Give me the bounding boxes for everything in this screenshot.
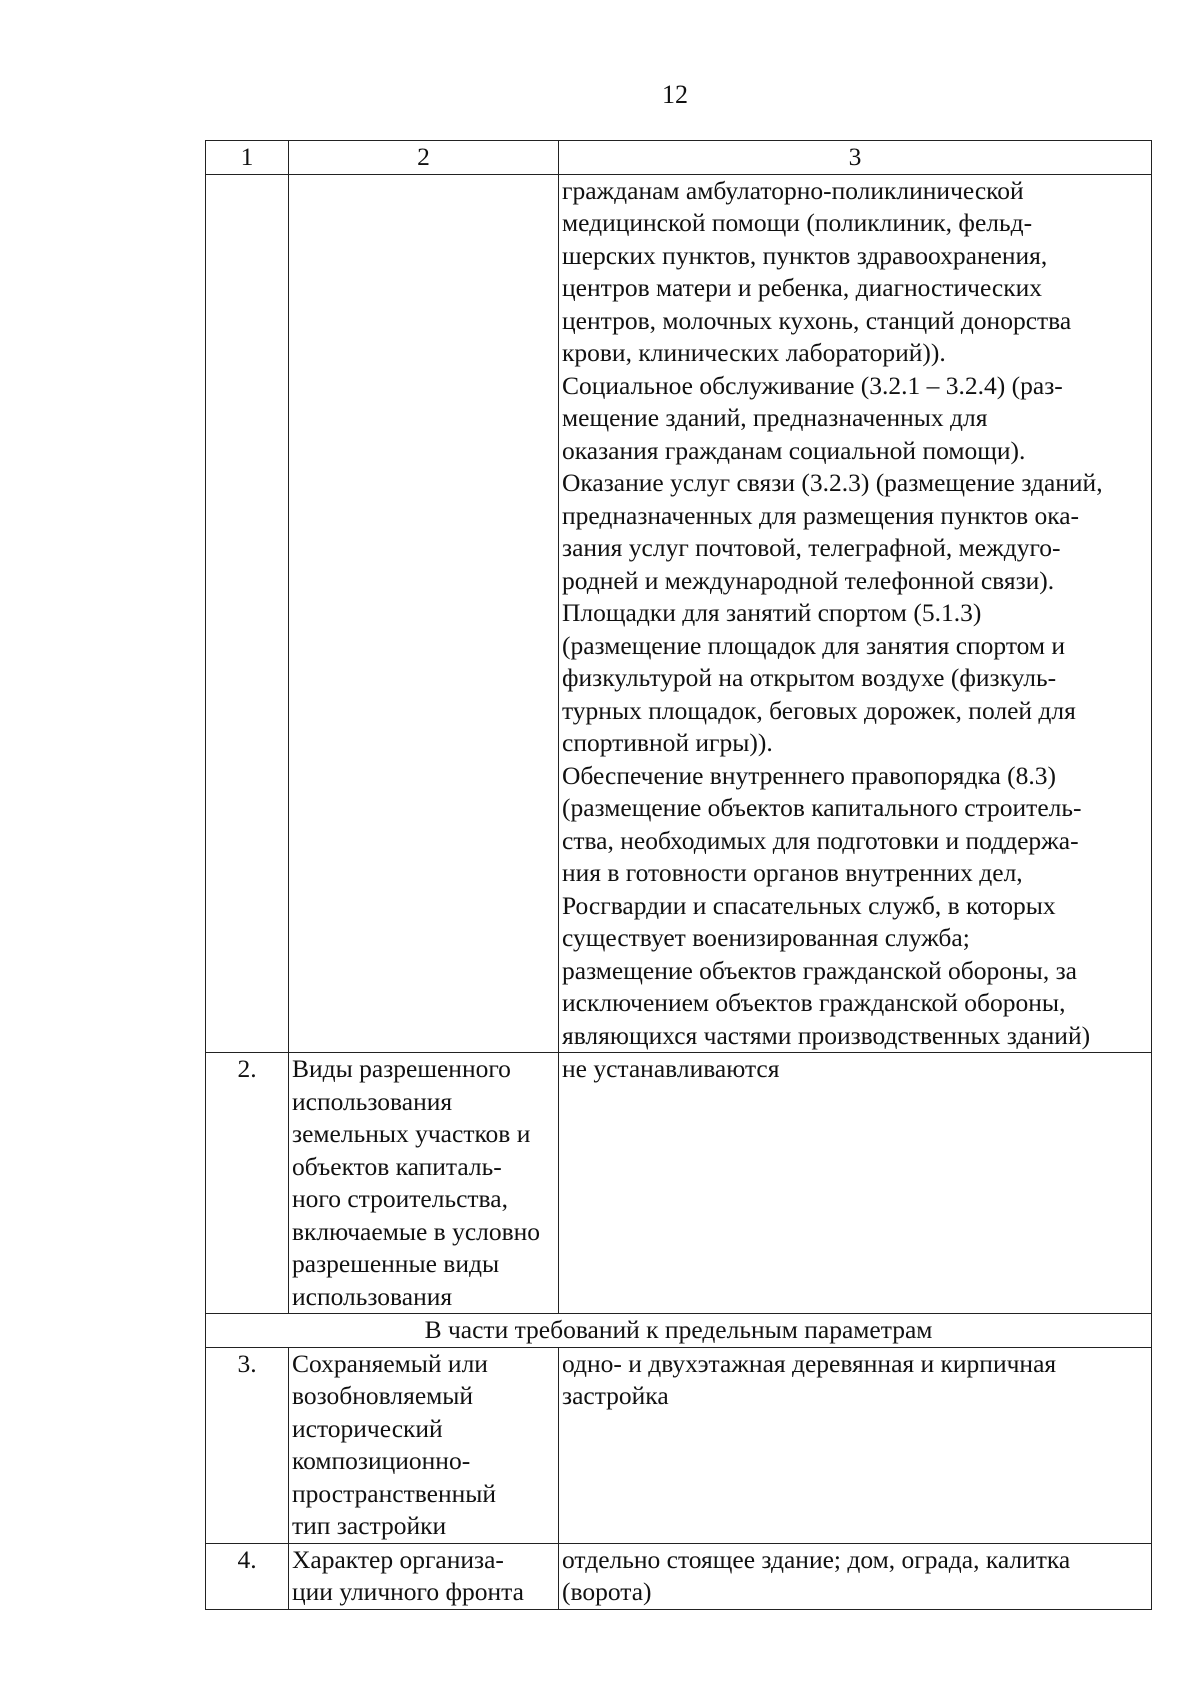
- text-line: ния в готовности органов внутренних дел,: [562, 858, 1023, 887]
- row-number: [206, 174, 289, 1053]
- text-line: Площадки для занятий спортом (5.1.3): [562, 598, 982, 627]
- text-line: разрешенные виды: [292, 1249, 500, 1278]
- column-header-2: 2: [289, 141, 559, 175]
- text-line: застройка: [562, 1381, 669, 1410]
- text-line: композиционно-: [292, 1446, 471, 1475]
- text-line: исключением объектов гражданской обороны,: [562, 988, 1066, 1017]
- text-line: медицинской помощи (поликлиник, фельд-: [562, 208, 1033, 237]
- text-line: Сохраняемый или: [292, 1348, 488, 1378]
- text-line: (размещение площадок для занятия спортом и: [562, 630, 1066, 660]
- row-content: [559, 1053, 1152, 1314]
- row-content: [559, 174, 1152, 1053]
- text-line: земельных участков и: [292, 1119, 531, 1148]
- text-line: не устанавливаются: [562, 1054, 780, 1083]
- text-line: исторический: [292, 1413, 443, 1443]
- text-line: зания услуг почтовой, телеграфной, междуго-: [562, 533, 1061, 562]
- row-number: 3.: [206, 1347, 289, 1543]
- regulations-table: [205, 140, 1152, 1610]
- row-content: [559, 1543, 1152, 1609]
- text-line: тип застройки: [292, 1511, 447, 1540]
- text-line: включаемые в условно: [292, 1216, 541, 1246]
- text-line: (ворота): [562, 1577, 652, 1606]
- text-line: гражданам амбулаторно-поликлинической: [562, 175, 1024, 205]
- text-line: являющихся частями производственных зданий): [562, 1020, 1091, 1050]
- section-title: В части требований к предельным параметрам: [206, 1314, 1152, 1348]
- row-name: [289, 1053, 559, 1314]
- text-line: возобновляемый: [292, 1381, 474, 1410]
- text-line: спортивной игры)).: [562, 728, 773, 757]
- text-line: мещение зданий, предназначенных для: [562, 403, 988, 432]
- section-row: [206, 1314, 1152, 1348]
- text-line: турных площадок, беговых дорожек, полей для: [562, 695, 1076, 725]
- text-line: Обеспечение внутреннего правопорядка (8.3): [562, 760, 1057, 790]
- text-line: размещение объектов гражданской обороны, за: [562, 955, 1077, 985]
- text-line: физкультурой на открытом воздухе (физкуль-: [562, 663, 1057, 692]
- table-row: [206, 174, 1152, 1053]
- text-line: использования: [292, 1281, 453, 1311]
- text-line: Оказание услуг связи (3.2.3) (размещение зданий,: [562, 468, 1103, 497]
- table-row: [206, 1347, 1152, 1543]
- text-line: ного строительства,: [292, 1184, 508, 1213]
- text-line: (размещение объектов капитального строитель-: [562, 793, 1082, 822]
- text-line: родней и международной телефонной связи).: [562, 565, 1055, 595]
- text-line: оказания гражданам социальной помощи).: [562, 435, 1026, 465]
- text-line: существует военизированная служба;: [562, 923, 970, 952]
- text-line: шерских пунктов, пунктов здравоохранения,: [562, 240, 1048, 270]
- row-name: [289, 1347, 559, 1543]
- text-line: ства, необходимых для подготовки и поддержа-: [562, 825, 1079, 855]
- text-line: центров, молочных кухонь, станций донорства: [562, 305, 1072, 335]
- text-line: использования: [292, 1086, 453, 1116]
- text-line: центров матери и ребенка, диагностических: [562, 273, 1043, 302]
- text-line: отдельно стоящее здание; дом, ограда, калитка: [562, 1544, 1071, 1574]
- text-line: Виды разрешенного: [292, 1054, 511, 1083]
- text-line: ции уличного фронта: [292, 1577, 524, 1606]
- text-line: Социальное обслуживание (3.2.1 – 3.2.4) (раз-: [562, 370, 1063, 400]
- table-header-row: [206, 141, 1152, 175]
- table-row: [206, 1053, 1152, 1314]
- text-line: Росгвардии и спасательных служб, в которых: [562, 890, 1056, 920]
- page-number: 12: [662, 80, 688, 109]
- row-name: [289, 1543, 559, 1609]
- text-line: объектов капиталь-: [292, 1151, 502, 1181]
- row-content: [559, 1347, 1152, 1543]
- column-header-3: 3: [559, 141, 1152, 175]
- text-line: Характер организа-: [292, 1544, 504, 1574]
- row-name: [289, 174, 559, 1053]
- text-line: крови, клинических лабораторий)).: [562, 338, 946, 367]
- row-number: 2.: [206, 1053, 289, 1314]
- column-header-1: 1: [206, 141, 289, 175]
- text-line: предназначенных для размещения пунктов ока-: [562, 500, 1080, 530]
- text-line: пространственный: [292, 1478, 497, 1508]
- text-line: одно- и двухэтажная деревянная и кирпичная: [562, 1348, 1057, 1378]
- table-row: [206, 1543, 1152, 1609]
- row-number: 4.: [206, 1543, 289, 1609]
